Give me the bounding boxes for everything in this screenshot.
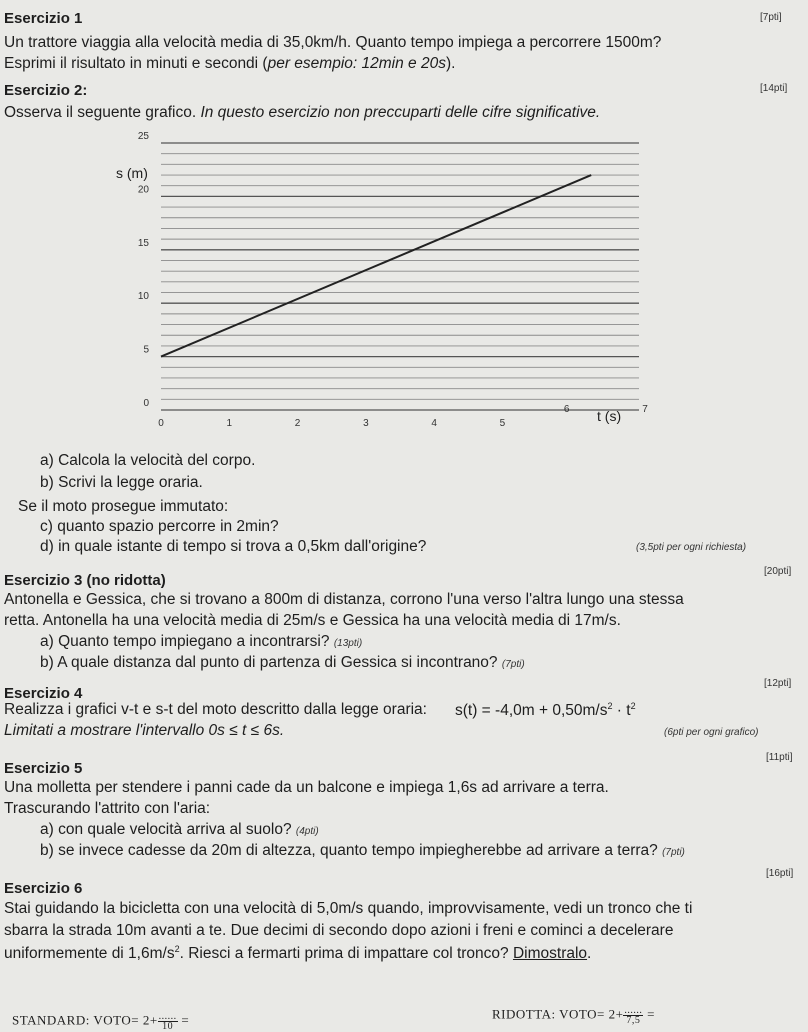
y-tick-label: 0: [143, 398, 149, 409]
ex2-note: (3,5pti per ogni richiesta): [636, 542, 747, 553]
ex2-question-a: a) Calcola la velocità del corpo.: [40, 452, 256, 469]
chart-gridlines: [161, 143, 639, 410]
ex1-points: [7pti]: [760, 12, 782, 23]
y-tick-label: 15: [137, 237, 149, 249]
ex6-points: [16pti]: [766, 868, 794, 879]
ex2-question-c: c) quanto spazio percorre in 2min?: [40, 518, 279, 535]
ex3-line2: retta. Antonella ha una velocità media di 25m/s e Gessica ha una velocità media di 17m/s.: [4, 612, 621, 629]
ex3-line1: Antonella e Gessica, che si trovano a 800m di distanza, corrono l'una verso l'altra lungo una stessa: [4, 591, 684, 608]
x-tick-label: 1: [226, 418, 233, 429]
x-tick-label: 4: [431, 418, 437, 429]
ex1-title: Esercizio 1: [4, 10, 83, 27]
ex4-points: [12pti]: [764, 678, 792, 689]
ex4-note: (6pti per ogni grafico): [664, 727, 759, 738]
ex6-line2: sbarra la strada 10m avanti a te. Due decimi di secondo dopo azioni i freni e cominci a decelerare: [4, 922, 674, 939]
ex5-question-b: b) se invece cadesse da 20m di altezza, quanto tempo impiegherebbe ad arrivare a terra? (7pti): [40, 842, 685, 859]
ex1-line1: Un trattore viaggia alla velocità media di 35,0km/h. Quanto tempo impiega a percorrere 1500m?: [4, 34, 662, 51]
ex2-title: Esercizio 2:: [4, 82, 88, 99]
ex3-question-a: a) Quanto tempo impiegano a incontrarsi? (13pti): [40, 633, 363, 650]
ex5-line1: Una molletta per stendere i panni cade da un balcone e impiega 1,6s ad arrivare a terra.: [4, 779, 609, 796]
standard-grade-formula: STANDARD: VOTO= 2+ $\frac{......}{10}$ =: [12, 1011, 190, 1032]
chart-series: [161, 175, 591, 357]
x-tick-label: 5: [499, 418, 506, 429]
ex2-question-d: d) in quale istante di tempo si trova a 0,5km dall'origine?: [40, 538, 427, 555]
chart-x-ticks: [158, 404, 648, 429]
ex2-points: [14pti]: [760, 83, 788, 94]
x-tick-label: 6: [563, 404, 570, 415]
series-line: [161, 175, 591, 357]
ex1-line2: Esprimi il risultato in minuti e secondi (per esempio: 12min e 20s).: [4, 55, 456, 72]
chart-y-label: s (m): [116, 165, 148, 181]
y-tick-label: 10: [137, 291, 149, 303]
y-tick-label: 20: [137, 184, 149, 196]
ex5-question-a: a) con quale velocità arriva al suolo? (4pti): [40, 821, 319, 838]
y-tick-label: 25: [137, 131, 149, 142]
ex6-title: Esercizio 6: [4, 880, 83, 897]
ex3-title: Esercizio 3 (no ridotta): [4, 572, 166, 589]
ex6-line3: uniformemente di $1,6m/s^2$. Riesci a fermarti prima di impattare col tronco? Dimostralo.: [4, 944, 592, 963]
ridotta-grade-formula: RIDOTTA: VOTO= 2+ $\frac{......}{7,5}$ =: [492, 1005, 656, 1026]
ex6-line1: Stai guidando la bicicletta con una velocità di 5,0m/s quando, improvvisamente, vedi un tronco che ti: [4, 900, 693, 917]
ex3-question-b: b) A quale distanza dal punto di partenza di Gessica si incontrano? (7pti): [40, 654, 525, 671]
ex4-line1: Realizza i grafici v-t e s-t del moto descritto dalla legge oraria:: [4, 701, 427, 718]
ex4-law: $s(t) = -4,0m + 0,50m/s^2 \cdot t^2$: [455, 701, 636, 720]
x-tick-label: 0: [158, 418, 164, 429]
ex4-title: Esercizio 4: [4, 685, 83, 702]
ex5-points: [11pti]: [766, 752, 793, 763]
ex3-points: [20pti]: [764, 566, 792, 577]
x-tick-label: 7: [642, 404, 648, 415]
position-time-chart: [116, 125, 665, 445]
ex5-title: Esercizio 5: [4, 760, 83, 777]
ex4-line2: Limitati a mostrare l'intervallo 0s ≤ t ≤ 6s.: [4, 722, 285, 739]
ex2-question-b: b) Scrivi la legge oraria.: [40, 474, 203, 491]
chart-x-label: t (s): [597, 408, 622, 424]
ex2-continuation: Se il moto prosegue immutato:: [18, 498, 229, 515]
y-tick-label: 5: [143, 344, 149, 356]
x-tick-label: 3: [363, 418, 369, 429]
ex5-line2: Trascurando l'attrito con l'aria:: [4, 800, 211, 817]
ex2-intro: Osserva il seguente grafico. In questo esercizio non preccuparti delle cifre significative.: [4, 104, 601, 121]
x-tick-label: 2: [294, 418, 301, 429]
